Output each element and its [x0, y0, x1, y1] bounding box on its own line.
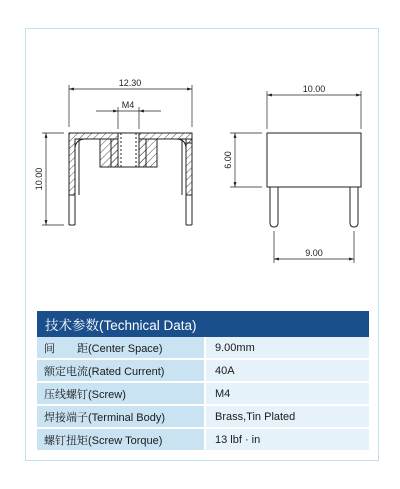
row-label: 螺钉扭矩(Screw Torque): [37, 428, 205, 451]
technical-data-table: [37, 311, 369, 452]
row-value: Brass,Tin Plated: [205, 405, 369, 428]
table-header-row: [37, 311, 369, 337]
row-label: 额定电流(Rated Current): [37, 359, 205, 382]
row-label: 焊接端子(Terminal Body): [37, 405, 205, 428]
table-row: [37, 405, 369, 428]
front-view: [69, 133, 192, 225]
front-thread-label: M4: [121, 100, 135, 110]
side-view-dimensions: [230, 91, 361, 263]
row-value: 13 lbf · in: [205, 428, 369, 451]
table-row: [37, 337, 369, 359]
side-pin-spacing-label: 9.00: [305, 248, 323, 258]
product-card: [25, 28, 379, 461]
row-label: 压线螺钉(Screw): [37, 382, 205, 405]
drawing-svg: [26, 29, 380, 309]
technical-drawing: [26, 29, 380, 309]
table-title: 技术参数(Technical Data): [37, 311, 369, 337]
row-value: 9.00mm: [205, 337, 369, 359]
side-body-height-label: 6.00: [223, 151, 233, 169]
table-row: [37, 428, 369, 451]
row-label: 间 距(Center Space): [37, 337, 205, 359]
row-value: M4: [205, 382, 369, 405]
row-value: 40A: [205, 359, 369, 382]
table-row: [37, 382, 369, 405]
table-row: [37, 359, 369, 382]
side-view: [267, 133, 361, 227]
side-width-label: 10.00: [302, 84, 326, 94]
front-height-label: 10.00: [34, 167, 44, 191]
front-width-label: 12.30: [118, 78, 142, 88]
